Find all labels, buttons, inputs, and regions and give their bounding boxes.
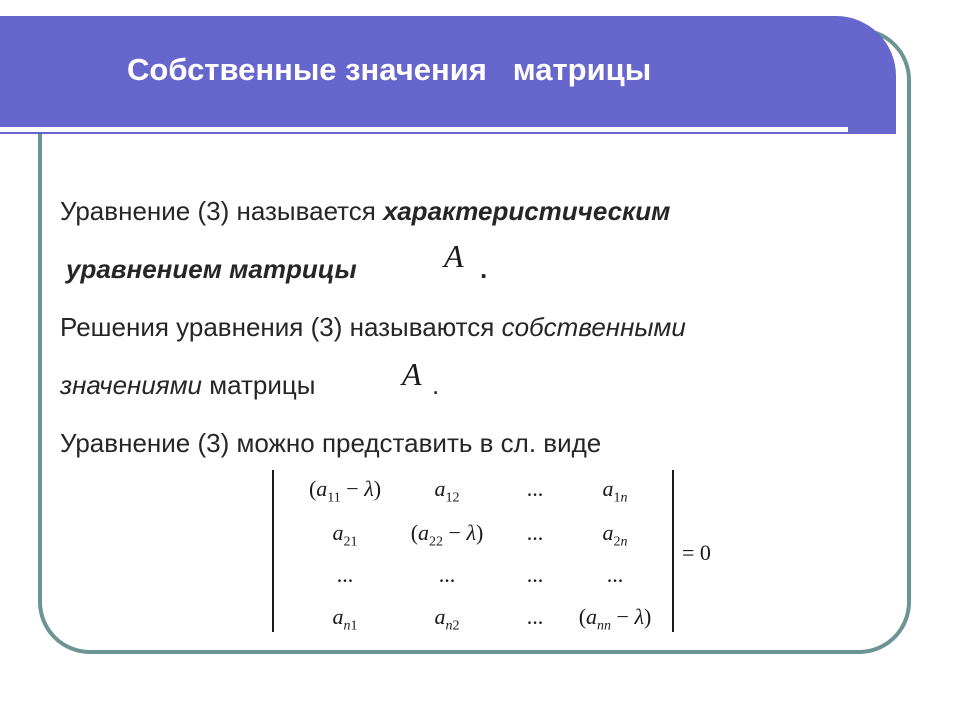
cell-r2-c3: ... xyxy=(526,520,544,545)
cell-r3-c2: ... xyxy=(438,562,456,587)
slide-title: Собственные значения матрицы xyxy=(127,52,652,87)
paragraph-2-line-2 xyxy=(60,370,315,401)
paragraph-2-period: . xyxy=(432,370,440,400)
paragraph-1-period: . xyxy=(480,254,488,284)
term-eigen: собственными xyxy=(501,312,686,342)
cell-r2-c1: $a_{21}$ xyxy=(332,520,358,550)
paragraph-1-prefix: Уравнение (3) называется xyxy=(60,196,384,226)
cell-r4-c2: $a_{n2}$ xyxy=(434,604,460,634)
cell-r2-c4: $a_{2n}$ xyxy=(602,520,628,550)
cell-r3-c3: ... xyxy=(526,562,544,587)
cell-r2-c2: $(a_{22} - \lambda)$ xyxy=(410,520,484,550)
cell-r4-c4: $(a_{nn} - \lambda)$ xyxy=(578,604,652,634)
cell-r4-c3: ... xyxy=(526,604,544,629)
paragraph-2-line-1 xyxy=(60,312,686,343)
determinant-left-bar xyxy=(272,470,274,632)
matrix-symbol-a-1: A xyxy=(444,238,464,274)
cell-r3-c4: ... xyxy=(606,562,624,587)
paragraph-2-prefix: Решения уравнения (3) называются xyxy=(60,312,502,342)
paragraph-1-line-1 xyxy=(60,196,670,227)
term-values: значениями xyxy=(60,370,202,400)
matrix-symbol-a-2: A xyxy=(402,356,422,392)
cell-r4-c1: $a_{n1}$ xyxy=(332,604,358,634)
banner-underline xyxy=(0,127,848,132)
paragraph-3: Уравнение (3) можно представить в сл. виде xyxy=(60,428,602,458)
cell-r3-c1: ... xyxy=(336,562,354,587)
determinant-equals-zero: = 0 xyxy=(682,540,711,565)
characteristic-determinant xyxy=(260,470,730,632)
cell-r1-c1: $(a_{11} - \lambda)$ xyxy=(308,476,382,506)
cell-r1-c2: $a_{12}$ xyxy=(434,476,460,506)
cell-r1-c3: ... xyxy=(526,476,544,501)
cell-r1-c4: $a_{1n}$ xyxy=(602,476,628,506)
term-matrix-equation: уравнением матрицы xyxy=(66,254,357,284)
term-characteristic: характеристическим xyxy=(383,196,671,226)
paragraph-1-line-2 xyxy=(66,254,357,285)
paragraph-2-suffix: матрицы xyxy=(201,370,316,400)
